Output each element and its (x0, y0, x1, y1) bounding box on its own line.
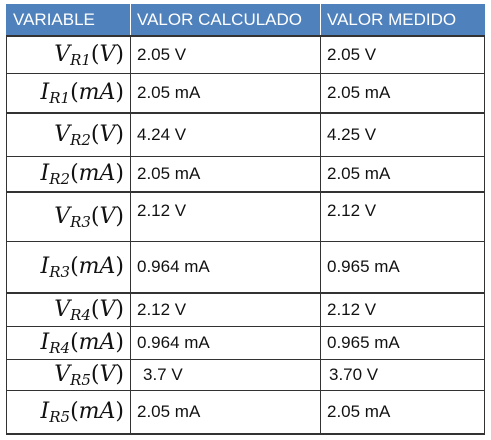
header-calculated: VALOR CALCULADO (131, 5, 321, 37)
header-row (7, 5, 485, 37)
variable-cell: $I_{R1}(mA)$ (7, 74, 131, 114)
table-row (7, 391, 485, 435)
variable-cell: $V_{R2}(V)$ (7, 113, 131, 157)
table-row (7, 242, 485, 294)
variable-cell: $I_{R4}(mA)$ (7, 327, 131, 360)
results-table-container (6, 4, 484, 435)
calculated-value: 2.05 mA (131, 391, 321, 435)
calculated-value: 2.12 V (131, 293, 321, 327)
measured-value: 2.05 mA (321, 391, 485, 435)
measured-value: 2.05 V (321, 36, 485, 74)
table-row (7, 293, 485, 327)
measured-value: 3.70 V (321, 360, 485, 391)
calculated-value: 0.964 mA (131, 327, 321, 360)
table-row (7, 113, 485, 157)
variable-cell: $I_{R5}(mA)$ (7, 391, 131, 435)
calculated-value: 2.05 mA (131, 157, 321, 193)
table-body (7, 36, 485, 434)
measured-value: 0.965 mA (321, 242, 485, 294)
calculated-value: 2.12 V (131, 192, 321, 242)
results-table (6, 4, 485, 435)
variable-cell: $V_{R1}(V)$ (7, 36, 131, 74)
calculated-value: 0.964 mA (131, 242, 321, 294)
calculated-value: 4.24 V (131, 113, 321, 157)
calculated-value: 2.05 mA (131, 74, 321, 114)
table-row (7, 360, 485, 391)
variable-cell: $V_{R3}(V)$ (7, 192, 131, 242)
variable-cell: $V_{R5}(V)$ (7, 360, 131, 391)
header-measured: VALOR MEDIDO (321, 5, 485, 37)
measured-value: 0.965 mA (321, 327, 485, 360)
table-row (7, 157, 485, 193)
measured-value: 2.12 V (321, 293, 485, 327)
measured-value: 2.05 mA (321, 157, 485, 193)
table-row (7, 36, 485, 74)
table-row (7, 192, 485, 242)
table-header (7, 5, 485, 37)
measured-value: 2.12 V (321, 192, 485, 242)
variable-cell: $V_{R4}(V)$ (7, 293, 131, 327)
header-variable: VARIABLE (7, 5, 131, 37)
calculated-value: 2.05 V (131, 36, 321, 74)
measured-value: 4.25 V (321, 113, 485, 157)
variable-cell: $I_{R3}(mA)$ (7, 242, 131, 294)
measured-value: 2.05 mA (321, 74, 485, 114)
table-row (7, 327, 485, 360)
table-row (7, 74, 485, 114)
variable-cell: $I_{R2}(mA)$ (7, 157, 131, 193)
calculated-value: 3.7 V (131, 360, 321, 391)
